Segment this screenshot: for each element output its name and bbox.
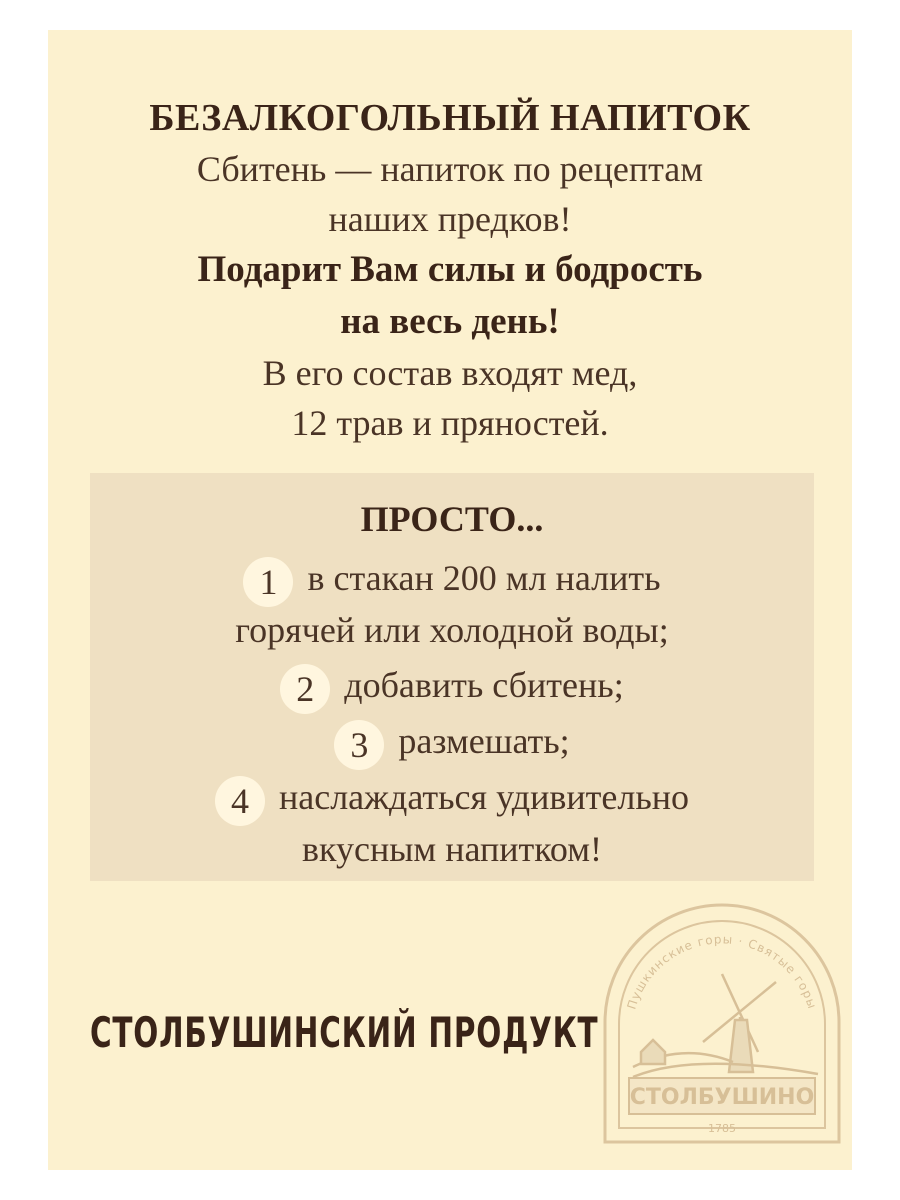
- step-4: [90, 772, 814, 826]
- step-2: [90, 660, 814, 714]
- stolbushino-logo: [593, 902, 851, 1152]
- logo-name: СТОЛБУШИНО: [629, 1085, 815, 1110]
- windmill-icon: [633, 974, 818, 1077]
- product-title: БЕЗАЛКОГОЛЬНЫЙ НАПИТОК: [149, 97, 751, 139]
- slogan-line-2: на весь день!: [340, 301, 560, 342]
- step-number-badge: 1: [243, 557, 293, 607]
- instructions-panel: [90, 473, 814, 881]
- step-text: в стакан 200 мл налить: [307, 558, 661, 598]
- ingredients-line-1: В его состав входят мед,: [262, 353, 638, 393]
- step-text: наслаждаться удивительно: [278, 777, 690, 817]
- step-1-continued: [90, 605, 814, 655]
- svg-text:Пушкинские горы · Святые горы: [624, 932, 819, 1011]
- intro-line-2: наших предков!: [328, 199, 572, 239]
- ingredients-line-2: 12 трав и пряностей.: [291, 403, 609, 443]
- step-text: добавить сбитень;: [344, 665, 624, 705]
- step-text: вкусным напитком!: [302, 829, 602, 869]
- step-1: [90, 553, 814, 607]
- logo-arc-text: Пушкинские горы · Святые горы: [624, 932, 820, 1012]
- intro-section: [48, 92, 852, 448]
- logo-year: 1785: [708, 1122, 736, 1135]
- step-3: [90, 716, 814, 770]
- step-text: размешать;: [398, 721, 570, 761]
- step-4-continued: [90, 824, 814, 874]
- product-info-card: [48, 30, 852, 1170]
- instructions-title: ПРОСТО...: [360, 499, 544, 539]
- step-number-badge: 3: [334, 720, 384, 770]
- slogan-line-1: Подарит Вам силы и бодрость: [197, 249, 703, 290]
- step-number-badge: 4: [215, 776, 265, 826]
- intro-line-1: Сбитень — напиток по рецептам: [196, 149, 704, 189]
- brand-product-label: СТОЛБУШИНСКИЙ ПРОДУКТ: [90, 1008, 599, 1057]
- step-number-badge: 2: [280, 664, 330, 714]
- step-text: горячей или холодной воды;: [235, 610, 669, 650]
